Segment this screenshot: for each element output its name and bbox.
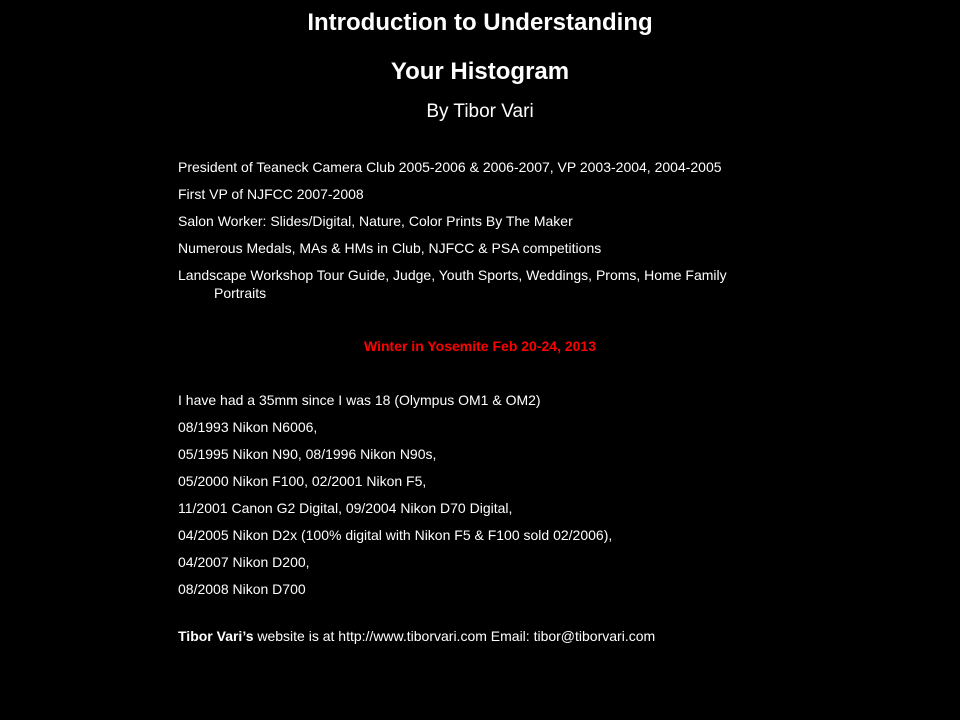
slide-subtitle: By Tibor Vari — [426, 101, 534, 122]
event-highlight: Winter in Yosemite Feb 20-24, 2013 — [363, 338, 596, 354]
contact-details: website is at http://www.tiborvari.com Email: tibor@tiborvari.com — [253, 628, 656, 644]
camera-line-8: 08/2008 Nikon D700 — [178, 581, 306, 597]
bio-line-5 — [178, 266, 798, 302]
camera-line-4: 05/2000 Nikon F100, 02/2001 Nikon F5, — [178, 473, 427, 489]
slide-title-line-1: Introduction to Understanding — [307, 9, 653, 36]
bio-line-5a: Landscape Workshop Tour Guide, Judge, Youth Sports, Weddings, Proms, Home Family — [178, 267, 727, 283]
bio-line-1: President of Teaneck Camera Club 2005-2006 & 2006-2007, VP 2003-2004, 2004-2005 — [178, 159, 722, 175]
bio-line-3: Salon Worker: Slides/Digital, Nature, Color Prints By The Maker — [178, 213, 573, 229]
camera-line-6: 04/2005 Nikon D2x (100% digital with Nikon F5 & F100 sold 02/2006), — [178, 527, 613, 543]
contact-name: Tibor Vari’s — [178, 628, 254, 644]
camera-line-7: 04/2007 Nikon D200, — [178, 554, 310, 570]
contact-line — [178, 627, 655, 645]
camera-line-3: 05/1995 Nikon N90, 08/1996 Nikon N90s, — [178, 446, 437, 462]
camera-line-5: 11/2001 Canon G2 Digital, 09/2004 Nikon D70 Digital, — [178, 500, 513, 516]
camera-line-2: 08/1993 Nikon N6006, — [178, 419, 318, 435]
bio-line-4: Numerous Medals, MAs & HMs in Club, NJFCC & PSA competitions — [178, 240, 602, 256]
bio-line-5b: Portraits — [214, 285, 267, 301]
slide-title-line-2: Your Histogram — [390, 58, 570, 85]
camera-line-1: I have had a 35mm since I was 18 (Olympus OM1 & OM2) — [178, 392, 541, 408]
bio-line-2: First VP of NJFCC 2007-2008 — [178, 186, 364, 202]
